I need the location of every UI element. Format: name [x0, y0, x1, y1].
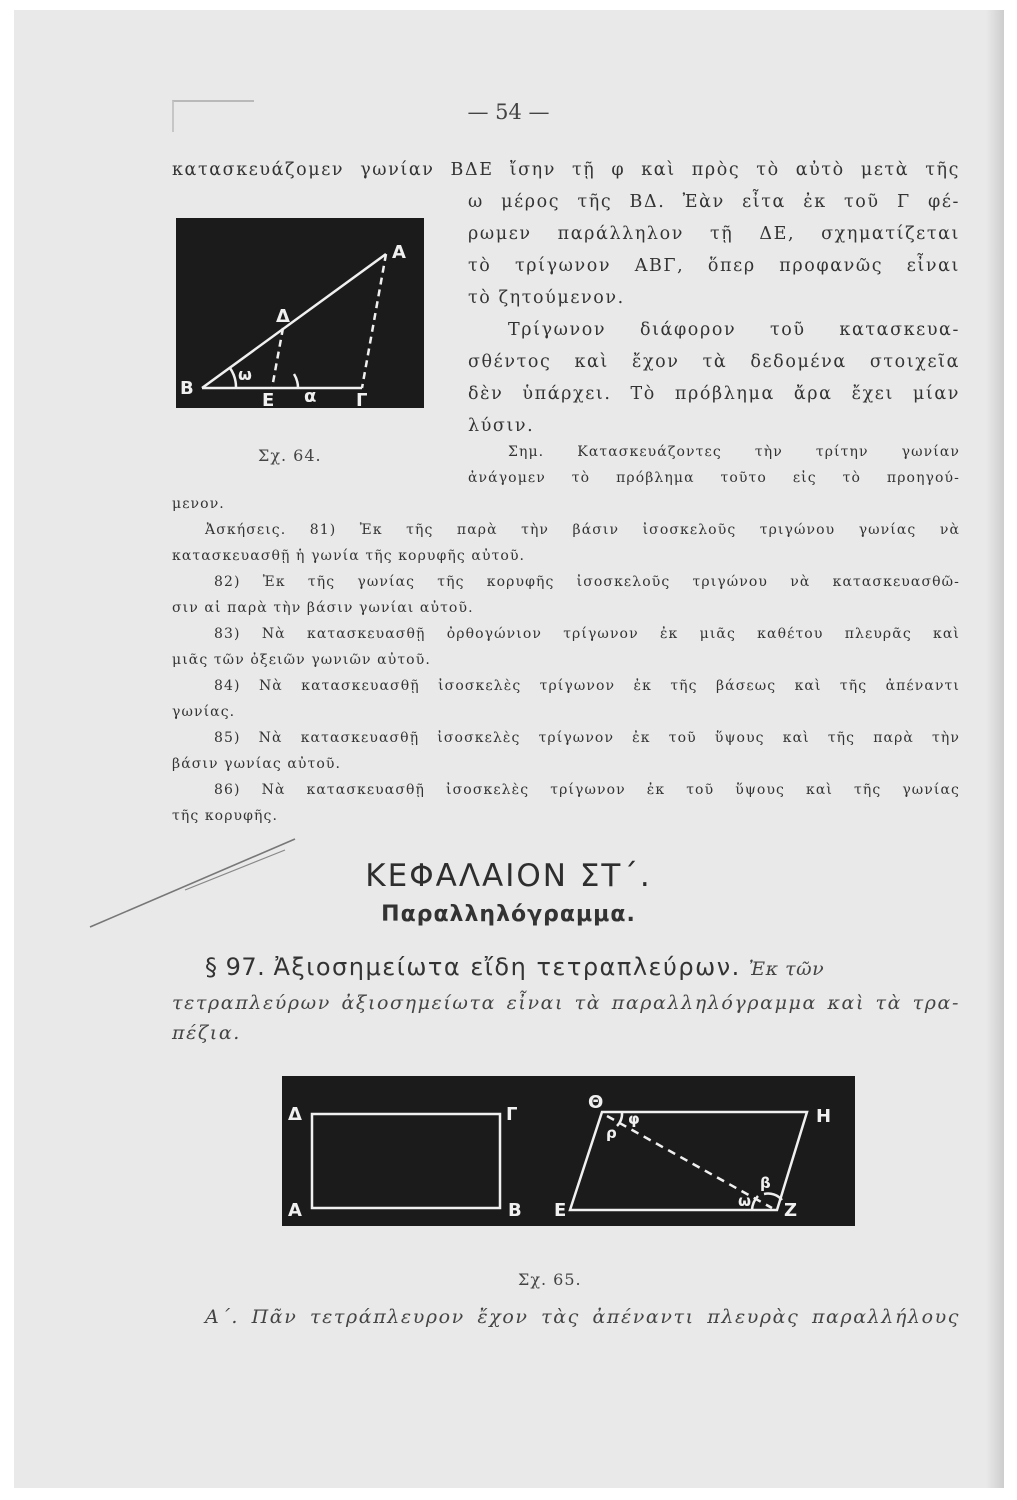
- text-line: τὸ τρίγωνον ΑΒΓ, ὅπερ προφανῶς εἶναι: [468, 256, 960, 276]
- fig64-label-B: Β: [180, 378, 194, 399]
- fig64-label-G: Γ: [356, 390, 368, 408]
- exercise-line: γωνίας.: [172, 704, 236, 720]
- fig64-label-E: Ε: [262, 390, 275, 408]
- fig65-label-rho: ρ: [606, 1124, 617, 1142]
- chapter-title: ΚΕΦΑΛΑΙΟΝ ΣΤ΄.: [365, 858, 652, 894]
- note-line: ἀνάγομεν τὸ πρόβλημα τοῦτο εἰς τὸ προηγού-: [468, 470, 960, 486]
- fig65-label-omega: ω: [738, 1192, 752, 1210]
- chapter-subtitle: Παραλληλόγραμμα.: [381, 902, 636, 927]
- fig65-rectangle: [312, 1114, 500, 1208]
- exercise-line: 84) Νὰ κατασκευασθῇ ἰσοσκελὲς τρίγωνον ἐκ τῆς βάσεως καὶ τῆς ἀπέναντι: [214, 678, 960, 694]
- text-line: Τρίγωνον διάφορον τοῦ κατασκευα-: [508, 320, 960, 340]
- figure-64-drawing: [176, 218, 424, 408]
- fig64-label-A: Α: [392, 242, 406, 263]
- figure-64-caption: Σχ. 64.: [258, 446, 322, 465]
- fig64-arc-omega: [230, 368, 236, 388]
- exercise-line: βάσιν γωνίας αὐτοῦ.: [172, 756, 342, 772]
- note-line: Σημ. Κατασκευάζοντες τὴν τρίτην γωνίαν: [508, 444, 960, 460]
- section-heading: [205, 953, 960, 981]
- text-line: λύσιν.: [468, 416, 535, 436]
- section-text: τετραπλεύρων ἀξιοσημείωτα εἶναι τὰ παραλληλόγραμμα καὶ τὰ τρα-: [172, 992, 960, 1014]
- last-line: Α΄. Πᾶν τετράπλευρον ἔχον τὰς ἀπέναντι πλευρὰς παραλλήλους: [205, 1306, 960, 1328]
- exercise-line: 86) Νὰ κατασκευασθῇ ἰσοσκελὲς τρίγωνον ἐκ τοῦ ὕψους καὶ τῆς γωνίας: [214, 782, 960, 798]
- intro-line: κατασκευάζομεν γωνίαν ΒΔΕ ἴσην τῇ φ καὶ πρὸς τὸ αὐτὸ μετὰ τῆς: [172, 160, 960, 180]
- fig65-label-A: Α: [288, 1200, 302, 1221]
- fig65-arc-omega: [752, 1196, 758, 1210]
- fig65-label-D: Δ: [288, 1104, 302, 1125]
- exercise-line: 83) Νὰ κατασκευασθῇ ὀρθογώνιον τρίγωνον ἐκ μιᾶς καθέτου πλευρᾶς καὶ: [214, 626, 960, 642]
- text-line: ω μέρος τῆς ΒΔ. Ἐὰν εἶτα ἐκ τοῦ Γ φέ-: [468, 192, 960, 212]
- exercise-line: μιᾶς τῶν ὀξειῶν γωνιῶν αὐτοῦ.: [172, 652, 431, 668]
- exercise-line: τῆς κορυφῆς.: [172, 808, 279, 824]
- fig64-side-BA: [202, 254, 386, 388]
- fig65-label-phi: φ: [628, 1110, 640, 1128]
- page-number: — 54 —: [467, 100, 550, 124]
- text-line: δὲν ὑπάρχει. Τὸ πρόβλημα ἄρα ἔχει μίαν: [468, 384, 960, 404]
- fig64-label-omega: ω: [238, 365, 252, 384]
- section-text-start: Ἐκ τῶν: [748, 958, 825, 980]
- exercise-line: 82) Ἐκ τῆς γωνίας τῆς κορυφῆς ἰσοσκελοῦς τριγώνου νὰ κατασκευασθῶ-: [214, 574, 960, 590]
- fig64-arc-alpha: [294, 374, 298, 388]
- exercise-line: σιν αἱ παρὰ τὴν βάσιν γωνίαι αὐτοῦ.: [172, 600, 474, 616]
- text-line: ρωμεν παράλληλον τῇ ΔΕ, σχηματίζεται: [468, 224, 960, 244]
- exercise-line: 85) Νὰ κατασκευασθῇ ἰσοσκελὲς τρίγωνον ἐκ τοῦ ὕψους καὶ τῆς παρὰ τὴν: [214, 730, 960, 746]
- exercise-line: κατασκευασθῇ ἡ γωνία τῆς κορυφῆς αὐτοῦ.: [172, 548, 526, 564]
- fig65-label-beta: β: [760, 1174, 771, 1192]
- fig65-label-H: Η: [816, 1106, 832, 1127]
- note-line: μενον.: [172, 496, 225, 512]
- text-line: τὸ ζητούμενον.: [468, 288, 625, 308]
- fig65-label-E: Ε: [554, 1200, 567, 1221]
- fig64-side-AG: [362, 254, 386, 388]
- fig64-label-alpha: α: [304, 386, 317, 407]
- figure-65-drawing: [282, 1076, 855, 1226]
- section-text: πέζια.: [172, 1022, 241, 1044]
- figure-65: [282, 1076, 855, 1226]
- section-number: § 97.: [205, 953, 266, 981]
- fig65-label-G: Γ: [506, 1104, 518, 1125]
- page-edge-shadow: [986, 10, 1004, 1488]
- fig65-label-B: Β: [508, 1200, 522, 1221]
- fig65-label-Z: Ζ: [784, 1200, 798, 1221]
- figure-64: [176, 218, 424, 408]
- text-line: σθέντος καὶ ἔχον τὰ δεδομένα στοιχεῖα: [468, 352, 960, 372]
- figure-65-caption: Σχ. 65.: [518, 1270, 582, 1289]
- fig64-label-D: Δ: [276, 306, 290, 327]
- exercise-line: Ἀσκήσεις. 81) Ἐκ τῆς παρὰ τὴν βάσιν ἰσοσκελοῦς τριγώνου γωνίας νὰ: [205, 522, 960, 538]
- section-title: Ἀξιοσημείωτα εἴδη τετραπλεύρων.: [273, 953, 741, 981]
- fig65-label-Th: Θ: [588, 1092, 604, 1113]
